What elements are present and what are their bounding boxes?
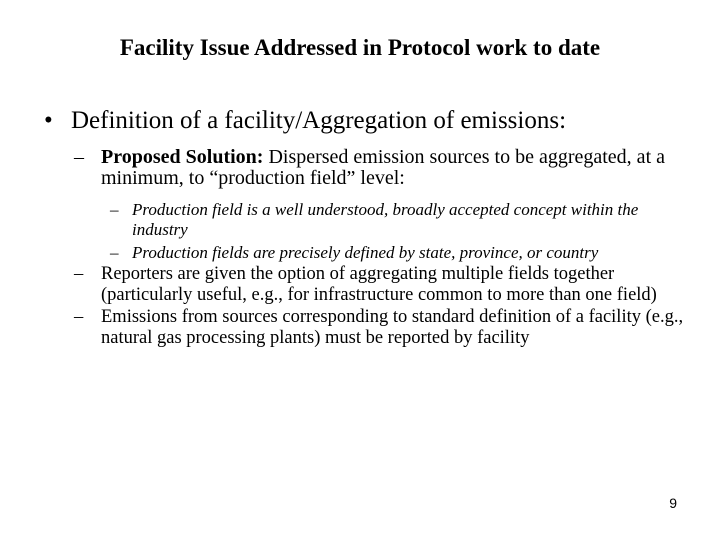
proposed-solution-label: Proposed Solution:	[101, 146, 264, 168]
bullet-item	[44, 106, 684, 136]
sub-sub-item-text: Production fields are precisely defined by state, province, or country	[132, 243, 599, 262]
sub-sub-item	[98, 243, 684, 263]
sub-sub-item-text: Production field is a well understood, broadly accepted concept within the industry	[132, 200, 639, 239]
dash-marker: –	[74, 264, 84, 284]
slide-title: Facility Issue Addressed in Protocol work to date	[119, 35, 601, 60]
reporters-text: Reporters are given the option of aggregating multiple fields together (particularly useful, e.g., for infrastructure common to more than one field)	[101, 264, 657, 305]
bullet-list	[44, 106, 684, 349]
bullet-text: Definition of a facility/Aggregation of emissions:	[71, 107, 567, 134]
dash-marker: –	[74, 146, 84, 168]
sub-sub-item	[98, 200, 684, 240]
emissions-text: Emissions from sources corresponding to standard definition of a facility (e.g., natural gas processing plants) must be reported by facility	[101, 307, 684, 348]
sub-item-emissions	[74, 307, 684, 349]
page-number: 9	[669, 495, 677, 511]
dash-marker: –	[110, 200, 119, 219]
dash-marker: –	[110, 243, 119, 262]
bullet-marker: •	[44, 107, 53, 134]
dash-marker: –	[74, 307, 84, 327]
proposed-solution-text: Dispersed emission sources to be aggregated, at a minimum, to “production field” level:	[101, 146, 665, 189]
sub-item-reporters	[74, 264, 684, 306]
production-field-list	[44, 200, 684, 263]
sub-item-proposed-solution	[74, 147, 684, 189]
